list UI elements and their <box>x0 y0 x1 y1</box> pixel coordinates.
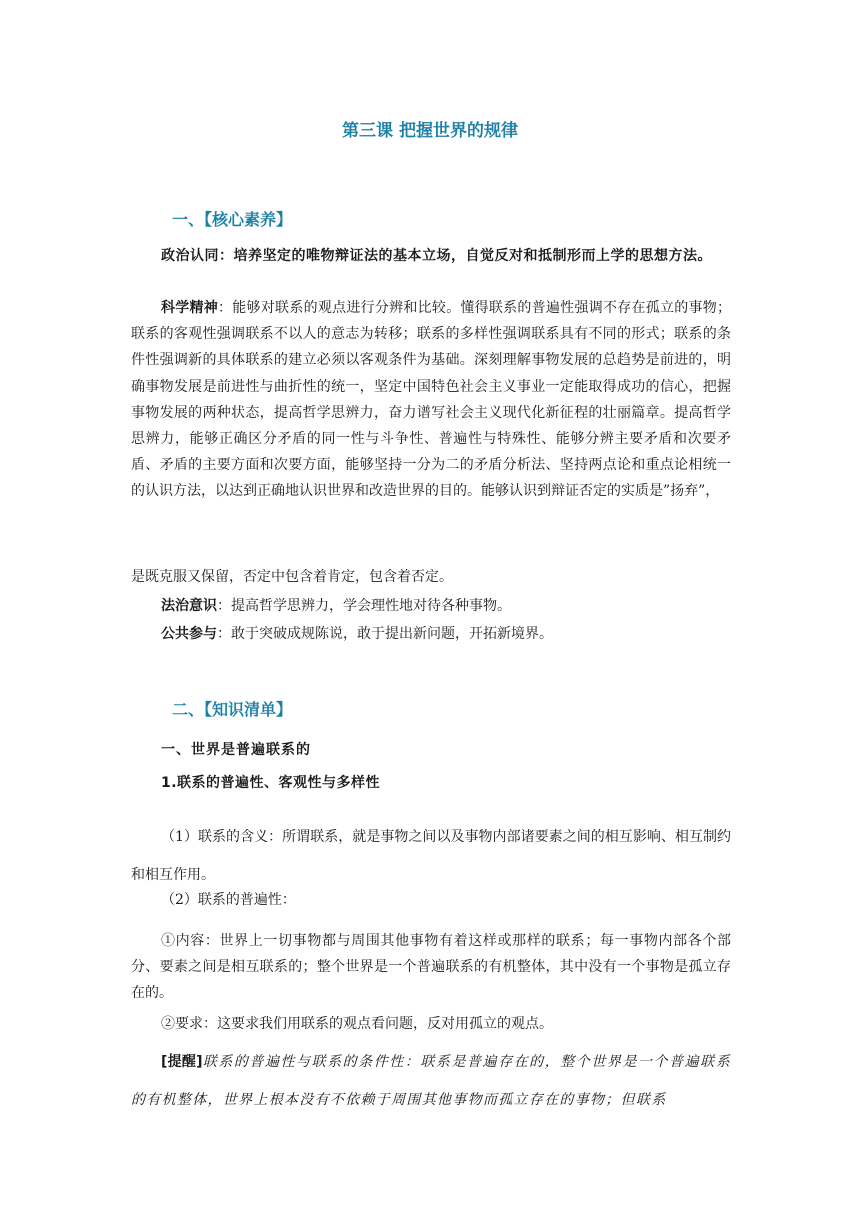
paragraph-connection-universality: （2）联系的普遍性： <box>161 892 296 908</box>
paragraph-rule-of-law <box>131 593 731 619</box>
label-rule-of-law: 法治意识 <box>161 598 217 614</box>
text-reminder: 联系的普遍性与联系的条件性：联系是普遍存在的，整个世界是一个普遍联系的有机整体，世界上根本没有不依赖于周围其他事物而孤立存在的事物；但联系 <box>131 1054 731 1108</box>
paragraph-scientific-spirit <box>131 295 731 505</box>
document-title: 第三课 把握世界的规律 <box>342 121 518 141</box>
paragraph-connection-meaning: （1）联系的含义：所谓联系，就是事物之间以及事物内部诸要素之间的相互影响、相互制约和相互作用。 <box>131 829 731 883</box>
paragraph-scientific-spirit-end: 是既克服又保留，否定中包含着肯定，包含着否定。 <box>131 569 453 585</box>
subheading-connection-properties: 1.联系的普遍性、客观性与多样性 <box>161 775 381 791</box>
label-reminder: [提醒] <box>161 1054 203 1070</box>
subheading-universal-connection: 一、世界是普遍联系的 <box>161 742 311 758</box>
label-scientific-spirit: 科学精神 <box>161 300 219 316</box>
paragraph-universality-content: ①内容：世界上一切事物都与周围其他事物有着这样或那样的联系；每一事物内部各个部分、要素之间是相互联系的；整个世界是一个普遍联系的有机整体，其中没有一个事物是孤立存在的。 <box>131 933 731 1001</box>
paragraph-public-participation <box>131 621 731 647</box>
paragraph-universality-requirement: ②要求：这要求我们用联系的观点看问题，反对用孤立的观点。 <box>161 1016 553 1032</box>
label-public-participation: 公共参与 <box>161 626 217 642</box>
section-heading-knowledge-list: 二、【知识清单】 <box>172 700 293 719</box>
paragraph-political-identity: 政治认同：培养坚定的唯物辩证法的基本立场，自觉反对和抵制形而上学的思想方法。 <box>161 248 712 264</box>
text-rule-of-law: ：提高哲学思辨力，学会理性地对待各种事物。 <box>217 598 511 614</box>
paragraph-reminder <box>131 1043 731 1119</box>
section-heading-core-literacy: 一、【核心素养】 <box>172 210 293 229</box>
text-public-participation: ：敢于突破成规陈说，敢于提出新问题，开拓新境界。 <box>217 626 553 642</box>
text-scientific-spirit: ：能够对联系的观点进行分辨和比较。懂得联系的普遍性强调不存在孤立的事物；联系的客观性强调联系不以人的意志为转移；联系的多样性强调联系具有不同的形式；联系的条件性强调新的具体联系的建立必须以客观条件为基础。深刻理解事物发展的总趋势是前进的，明确事物发展是前进性与曲折性的统一，坚定中国特色社会主义事业一定能取得成功的信心，把握事物发展的两种状态，提高哲学思辨力，奋力谱写社会主义现代化新征程的壮丽篇章。提高哲学思辨力，能够正确区分矛盾的同一性与斗争性、普遍性与特殊性、能够分辨主要矛盾和次要矛盾、矛盾的主要方面和次要方面，能够坚持一分为二的矛盾分析法、坚持两点论和重点论相统一的认识方法，以达到正确地认识世界和改造世界的目的。能够认识到辩证否定的实质是”扬弃”， <box>131 300 732 500</box>
